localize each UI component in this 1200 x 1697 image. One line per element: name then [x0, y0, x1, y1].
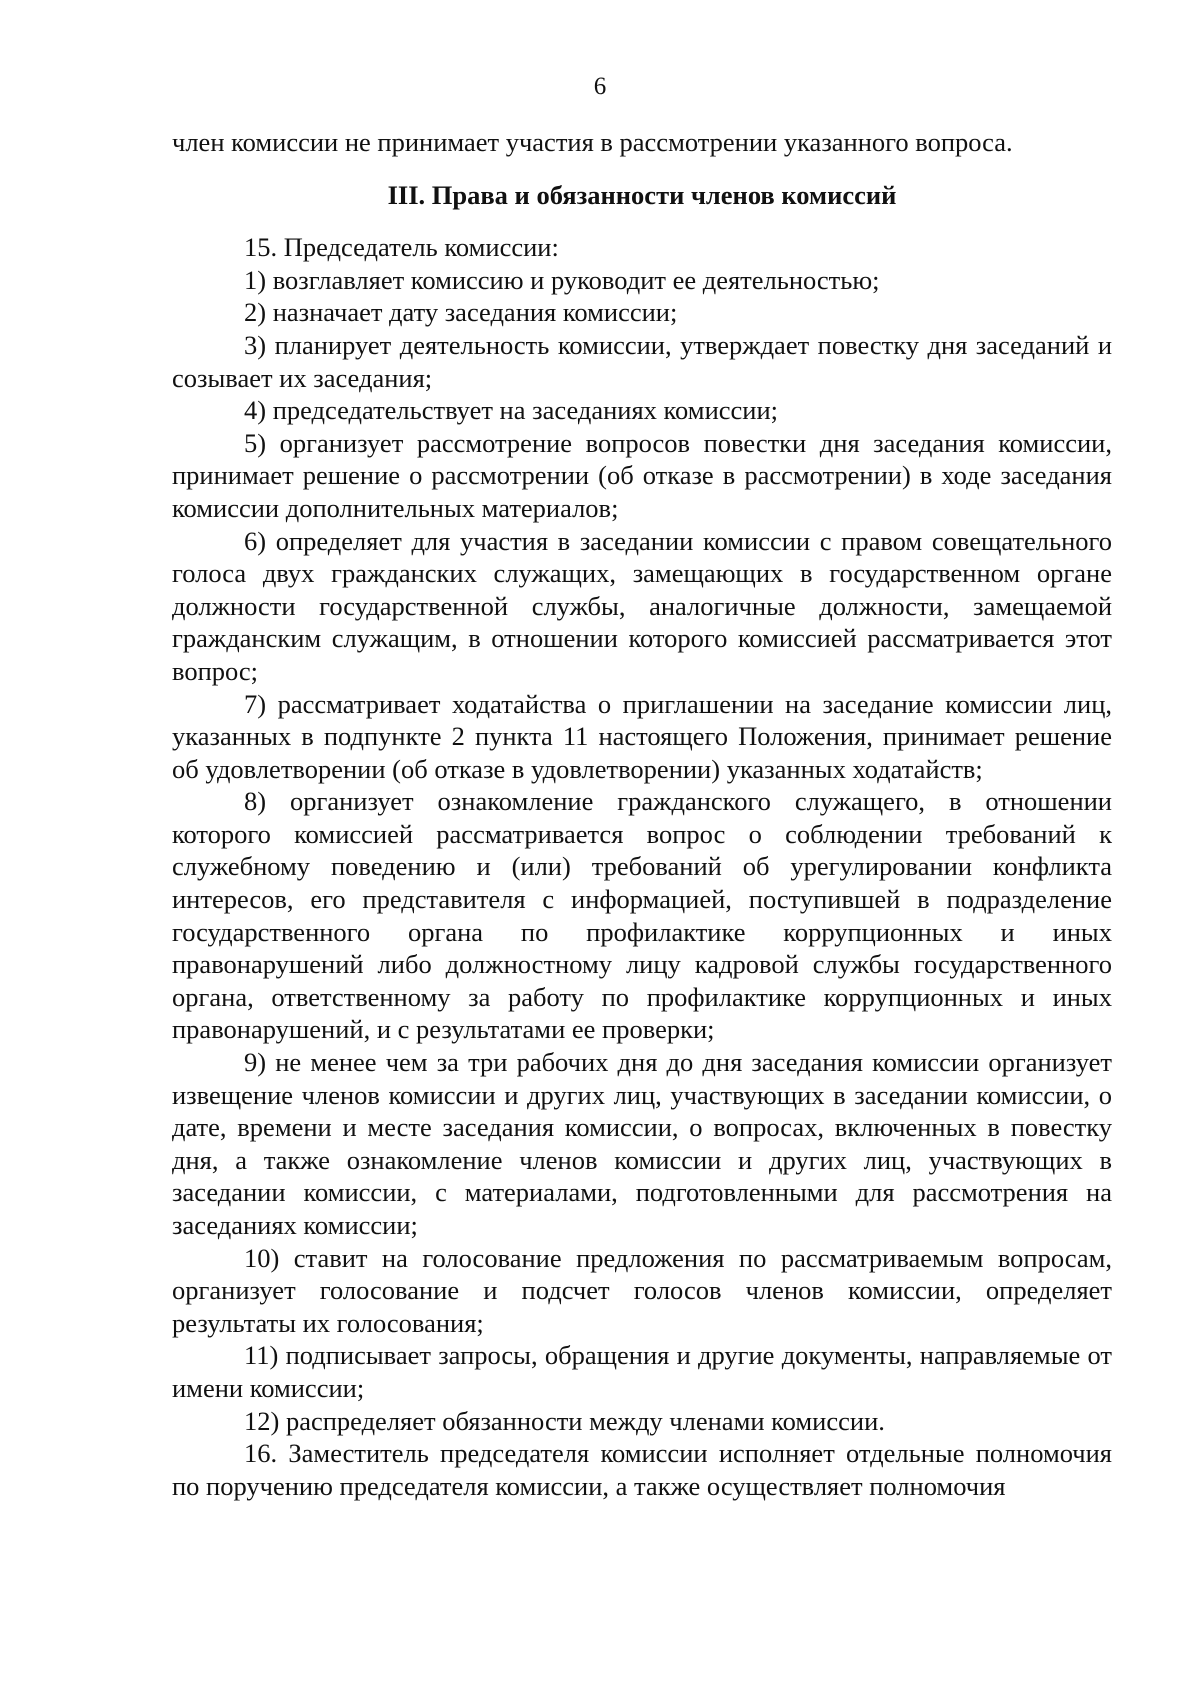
- paragraph-subitem-7: 7) рассматривает ходатайства о приглашении на заседание комиссии лиц, указанных в подпункте 2 пункта 11 настоящего Положения, принимает решение об удовлетворении (об отказе в удовлетворении) указанных ходатайств;: [172, 688, 1112, 784]
- paragraph-subitem-11: 11) подписывает запросы, обращения и другие документы, направляемые от имени комиссии;: [172, 1340, 1112, 1403]
- paragraph-subitem-8: 8) организует ознакомление гражданского служащего, в отношении которого комиссией рассматривается вопрос о соблюдении требований к служебному поведению и (или) требований об урегулировании конфликта интересов, его представителя с информацией, поступившей в подразделение государственного органа по профилактике коррупционных и иных правонарушений либо должностному лицу кадровой службы государственного органа, ответственному за работу по профилактике коррупционных и иных правонарушений, и с результатами ее проверки;: [172, 786, 1112, 1045]
- paragraph-subitem-6: 6) определяет для участия в заседании комиссии с правом совещательного голоса двух гражданских служащих, замещающих в государственном органе должности государственной службы, аналогичные должности, замещаемой гражданским служащим, в отношении которого комиссией рассматривается этот вопрос;: [172, 525, 1112, 686]
- paragraph-subitem-2: 2) назначает дату заседания комиссии;: [244, 297, 678, 328]
- paragraph-subitem-9: 9) не менее чем за три рабочих дня до дня заседания комиссии организует извещение членов комиссии и других лиц, участвующих в заседании комиссии, о дате, времени и месте заседания комиссии, о вопросах, включенных в повестку дня, а также ознакомление членов комиссии и других лиц, участвующих в заседании комиссии, с материалами, подготовленными для рассмотрения на заседаниях комиссии;: [172, 1047, 1112, 1240]
- paragraph-subitem-5: 5) организует рассмотрение вопросов повестки дня заседания комиссии, принимает решение о рассмотрении (об отказе в рассмотрении) в ходе заседания комиссии дополнительных материалов;: [172, 427, 1112, 523]
- paragraph-continuation: член комиссии не принимает участия в рассмотрении указанного вопроса.: [172, 127, 1013, 157]
- paragraph-subitem-1: 1) возглавляет комиссию и руководит ее деятельностью;: [244, 264, 880, 295]
- section-heading: III. Права и обязанности членов комиссий: [387, 179, 897, 210]
- paragraph-item-15: 15. Председатель комиссии:: [244, 232, 559, 263]
- page-number: 6: [593, 73, 607, 100]
- paragraph-item-16: 16. Заместитель председателя комиссии исполняет отдельные полномочия по поручению председателя комиссии, а также осуществляет полномочия: [172, 1438, 1112, 1501]
- paragraph-subitem-3: 3) планирует деятельность комиссии, утверждает повестку дня заседаний и созывает их заседания;: [172, 329, 1112, 393]
- paragraph-subitem-4: 4) председательствует на заседаниях комиссии;: [244, 395, 778, 426]
- paragraph-subitem-10: 10) ставит на голосование предложения по рассматриваемым вопросам, организует голосование и подсчет голосов членов комиссии, определяет результаты их голосования;: [172, 1242, 1112, 1338]
- document-body: [172, 126, 1112, 1502]
- paragraph-subitem-12: 12) распределяет обязанности между членами комиссии.: [244, 1405, 885, 1436]
